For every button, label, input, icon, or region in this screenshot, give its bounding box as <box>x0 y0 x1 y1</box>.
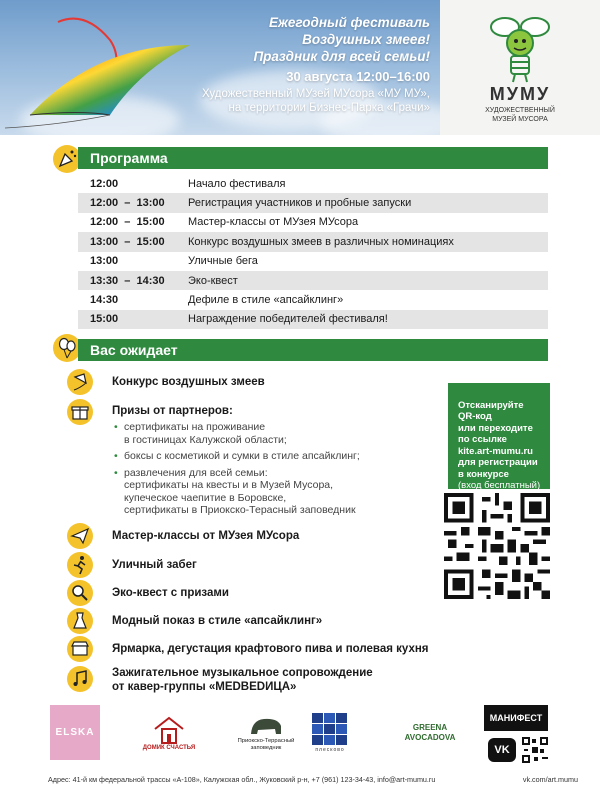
vk-icon[interactable]: VK <box>488 738 516 762</box>
table-row: 14:30 Дефиле в стиле «апсайклинг» <box>90 294 344 307</box>
sponsor-schastye-logo: ДОМИК СЧАСТЬЯ <box>140 705 198 760</box>
expect-fair: Ярмарка, дегустация крафтового пива и полевая кухня <box>112 643 429 655</box>
hero-text <box>202 14 430 115</box>
bison-icon <box>248 714 284 738</box>
grid-logo-icon <box>312 713 348 747</box>
prizes-title: Призы от партнеров: <box>112 405 233 417</box>
market-stall-icon <box>66 635 94 663</box>
expect-heading: Вас ожидает <box>78 339 548 361</box>
expect-masterclass: Мастер-классы от МУзея МУсора <box>112 530 300 542</box>
expect-race: Уличный забег <box>112 559 197 571</box>
festival-venue: Художественный МУзей МУсора «МУ МУ», на территории Бизнес-Парка «Грачи» <box>201 88 430 114</box>
expect-fashion: Модный показ в стиле «апсайклинг» <box>112 615 323 627</box>
dress-icon <box>66 607 94 635</box>
table-row: 15:00 Награждение победителей фестиваля! <box>78 310 548 329</box>
festival-title: Ежегодный фестиваль Воздушных змеев! Праздник для всей семьи! <box>253 15 430 64</box>
list-item: • сертификаты на проживание в гостиницах Калужской области; <box>112 421 432 446</box>
sponsor-manifest-logo: МАНИФЕСТ <box>484 705 548 731</box>
music-notes-icon <box>66 665 94 693</box>
qr-callout <box>448 383 550 489</box>
sponsor-greena-logo: GREENA AVOCADOVA <box>404 722 456 742</box>
mumu-logo <box>440 0 600 135</box>
sponsor-pleskovo-logo: плесково <box>310 705 350 760</box>
runner-icon <box>66 551 94 579</box>
list-item: • боксы с косметикой и сумки в стиле апсайклинг; <box>112 450 432 463</box>
house-icon <box>149 715 189 745</box>
footer-qr-code[interactable] <box>522 737 548 763</box>
expect-quest: Эко-квест с призами <box>112 587 229 599</box>
prizes-block <box>112 405 432 521</box>
table-row: 12:00 Начало фестиваля <box>90 177 286 190</box>
footer-vk-link[interactable]: vk.com/art.mumu <box>522 775 578 784</box>
magnifier-icon <box>66 579 94 607</box>
qr-code[interactable] <box>444 493 550 599</box>
program-heading: Программа <box>78 147 548 169</box>
expect-kites: Конкурс воздушных змеев <box>112 376 265 388</box>
table-row: 13:00 Уличные бега <box>90 255 258 268</box>
paper-plane-icon <box>66 522 94 550</box>
expect-music: Зажигательное музыкальное сопровождение от кавер-группы «MEDBEDИЦА» <box>112 667 373 693</box>
festival-date: 30 августа 12:00–16:00 <box>286 69 430 84</box>
table-row: 13:30 – 14:30 Эко-квест <box>78 271 548 290</box>
qr-free-note: (вход бесплатный) <box>458 480 541 491</box>
bee-mascot-icon <box>485 5 555 85</box>
logo-name: МУМУ <box>489 84 551 104</box>
sponsor-priokskii-logo: Приокско-Террасный заповедник <box>232 705 300 760</box>
sponsors-row <box>0 705 600 765</box>
gift-icon <box>66 398 94 426</box>
logo-subtitle: ХУДОЖЕСТВЕННЫЙ МУЗЕЙ МУСОРА <box>485 107 555 123</box>
table-row: 12:00 – 13:00 Регистрация участников и пробные запуски <box>78 193 548 212</box>
table-row: 12:00 – 15:00 Мастер-классы от МУзея МУсора <box>90 216 359 229</box>
footer-address: Адрес: 41-й км федеральной трассы «А-108», Калужская обл., Жуковский р-н, +7 (961) 123-34-43, info@art-mumu.ru <box>48 775 436 784</box>
qr-callout-text: Отсканируйте QR-код или переходите по ссылке kite.art-mumu.ru для регистрации в конкурсе <box>458 399 538 480</box>
sponsor-elska-logo: ELSKA <box>50 705 100 760</box>
table-row: 13:00 – 15:00 Конкурс воздушных змеев в различных номинациях <box>78 232 548 251</box>
list-item: • развлечения для всей семьи: сертификаты на квесты и в Музей Мусора, купеческое чаепитие в Боровске, сертификаты в Приокско-Терасный заповедник <box>112 467 432 517</box>
program-table <box>78 174 548 329</box>
footer <box>48 775 578 784</box>
kite-icon <box>66 368 94 396</box>
